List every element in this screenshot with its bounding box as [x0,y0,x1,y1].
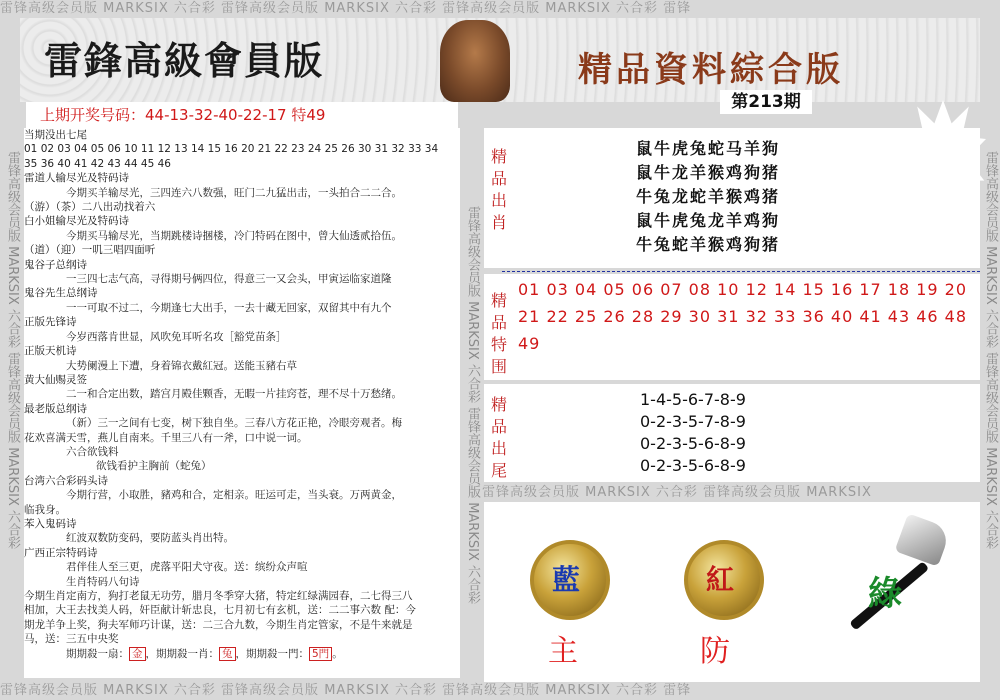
left-line: 今岁西落肯世显，风吹免耳听名攻［豁党苗条］ [66,330,287,343]
left-line: 欲钱看护主胸前（蛇兔） [96,460,212,473]
kill-element: 金 [129,647,146,661]
left-line: 生肖特码八句诗 [66,575,140,588]
left-line: 临我身。 [24,503,66,516]
left-line: 台湾六合彩码头诗 [24,474,108,487]
medal-green-char: 綠 [868,574,902,614]
watermark-side-right: 雷锋高级会员版 MARKSIX 六合彩 雷锋高级会员版 MARKSIX 六合彩 [983,151,998,549]
tail-row: 0-2-3-5-7-8-9 [640,412,746,431]
left-line: 正版先锋诗 [24,316,77,329]
left-line: 最老版总纲诗 [24,402,87,415]
watermark-top: 雷锋高级会员版 MARKSIX 六合彩 雷锋高级会员版 MARKSIX 六合彩 雷锋高级会员版 MARKSIX 六合彩 雷锋 [0,1,692,16]
watermark-mid: 雷锋高级会员版 MARKSIX 六合彩 雷锋高级会员版 MARKSIX [482,485,872,500]
left-line: 一一可取不过二，今期逢七大出手，一去十藏无回家，双留其中有九个 [66,301,392,314]
last-draw-numbers: 上期开奖号码：44-13-32-40-22-17 特49 [26,102,458,128]
left-line: 01 02 03 04 05 06 10 11 12 13 14 15 16 20 21 22 23 24 25 26 30 31 32 33 34 [24,143,439,156]
left-line: 一三四七志气高，寻得期号俩四位，得意三一又会头，甲寅运临家道隆 [66,273,392,286]
left-line: 广西正宗特码诗 [24,546,98,559]
issue-number: 第213期 [720,90,812,114]
zodiac-row: 鼠牛虎兔龙羊鸡狗 [636,211,781,230]
left-line: 花欢喜满天雪，燕儿自南来。千里三八有一斧，口中说一词。 [24,431,308,444]
left-text-panel [24,128,460,678]
watermark-side-middle: 雷锋高级会员版 MARKSIX 六合彩 雷锋高级会员版 MARKSIX 六合彩 [465,206,480,604]
left-line: 当期没出七尾 [24,129,87,141]
tail-row: 1-4-5-6-7-8-9 [640,390,746,409]
medal-red-char: 紅 [706,563,735,596]
left-line: 35 36 40 41 42 43 44 45 46 [24,157,171,170]
left-line: 君伴佳人至三更，虎落平阳犬守夜。送：缤纷众声喧 [66,561,308,574]
watermark-side-left: 雷锋高级会员版 MARKSIX 六合彩 雷锋高级会员版 MARKSIX 六合彩 [5,151,20,549]
left-line: 马，送：三五中央奖 [24,633,119,646]
left-line: 雷道人输尽光及特码诗 [24,172,129,185]
left-line: 六合欲钱料 [66,445,119,458]
left-text-lines [24,128,460,647]
left-line: 期龙羊争上奖，狗夫军师巧计谋，送：二三合九数，今期生肖定管家，不是牛来就是 [24,618,413,631]
left-line: 二一和合定出数，踏宫月殿佳颗香，无暇一片挂窍苍，理不尽十万愁绪。 [66,388,402,401]
label-special: 精品特围 [490,291,507,376]
special-number-row: 49 [518,334,541,353]
zodiac-row: 鼠牛龙羊猴鸡狗猪 [636,163,781,182]
kill-row [24,647,460,661]
zodiac-row: 牛兔龙蛇羊猴鸡猪 [636,187,781,206]
kill-suffix: 。 [332,647,343,660]
portrait-image [440,20,510,102]
kill-mid: ，期期殺一肖： [145,647,219,660]
tail-row: 0-2-3-5-6-8-9 [640,434,746,453]
right-title: 精品資料綜合版 [578,50,844,90]
watermark-bottom: 雷锋高级会员版 MARKSIX 六合彩 雷锋高级会员版 MARKSIX 六合彩 雷锋高级会员版 MARKSIX 六合彩 雷锋 [0,683,692,698]
tail-row: 0-2-3-5-6-8-9 [640,456,746,475]
dashed-divider [502,271,980,272]
kill-door: 5門 [309,647,332,661]
kill-prefix: 期期殺一扇： [66,647,129,660]
left-line: （新）三一之间有七变，树下独自坐。三春八方花正艳，冷眼旁观者。梅 [66,417,402,430]
left-line: （游）（茶）二八出动找着六 [24,201,156,214]
zodiac-row: 牛兔蛇羊猴鸡狗猪 [636,235,781,254]
special-number-row: 21 22 25 26 28 29 30 31 32 33 36 40 41 43 46 48 [518,307,968,326]
left-title: 雷鋒高級會員版 [44,38,325,83]
zodiac-row: 鼠牛虎兔蛇马羊狗 [636,139,781,158]
left-line: 鬼谷子总纲诗 [24,258,87,271]
left-line: 苯入鬼码诗 [24,517,77,530]
kill-mid2: ，期期殺一門： [235,647,309,660]
left-line: 黄大仙赐灵签 [24,373,87,386]
left-line: 今期买羊输尽光，三四连六八数强，旺门二九猛出击，一头拍合二二合。 [66,186,402,199]
kill-zodiac: 兔 [219,647,236,661]
guard-label: 防 [700,634,730,669]
left-line: 正版天机诗 [24,345,77,358]
label-tail: 精品出尾 [490,395,507,480]
medal-blue-char: 藍 [552,563,581,596]
special-number-row: 01 03 04 05 06 07 08 10 12 14 15 16 17 18 19 20 [518,280,968,299]
left-line: （道）（迎）一叽三唱四面听 [24,244,156,257]
left-line: 相加，大王去找美人码，奸臣献计斩忠良，七月初七有玄机，送：二二事六数 配：今 [24,604,416,617]
left-line: 今期行营，小取胜，豬鸡和合，定相亲。旺运可走，当头衰。万两黄金， [66,489,402,502]
left-line: 今期买马输尽光，当期跳楼诗捆楼，冷门特码在图中，曾大仙透贰拾伍。 [66,229,402,242]
left-line: 大势阑漫上下遭，身着锦衣戴紅冠。送能玉豬右草 [66,359,297,372]
left-line: 今期生肖定南方，狗打老鼠无功劳，腊月冬季穿大猪，特定红绿满园春，二七得三八 [24,590,413,602]
left-line: 白小姐输尽光及特码诗 [24,215,129,228]
label-zodiac: 精品出肖 [490,147,507,232]
left-line: 鬼谷先生总纲诗 [24,287,98,300]
main-label: 主 [548,634,578,669]
left-line: 红波双数防变码，要防蓝头肖出特。 [66,532,234,545]
